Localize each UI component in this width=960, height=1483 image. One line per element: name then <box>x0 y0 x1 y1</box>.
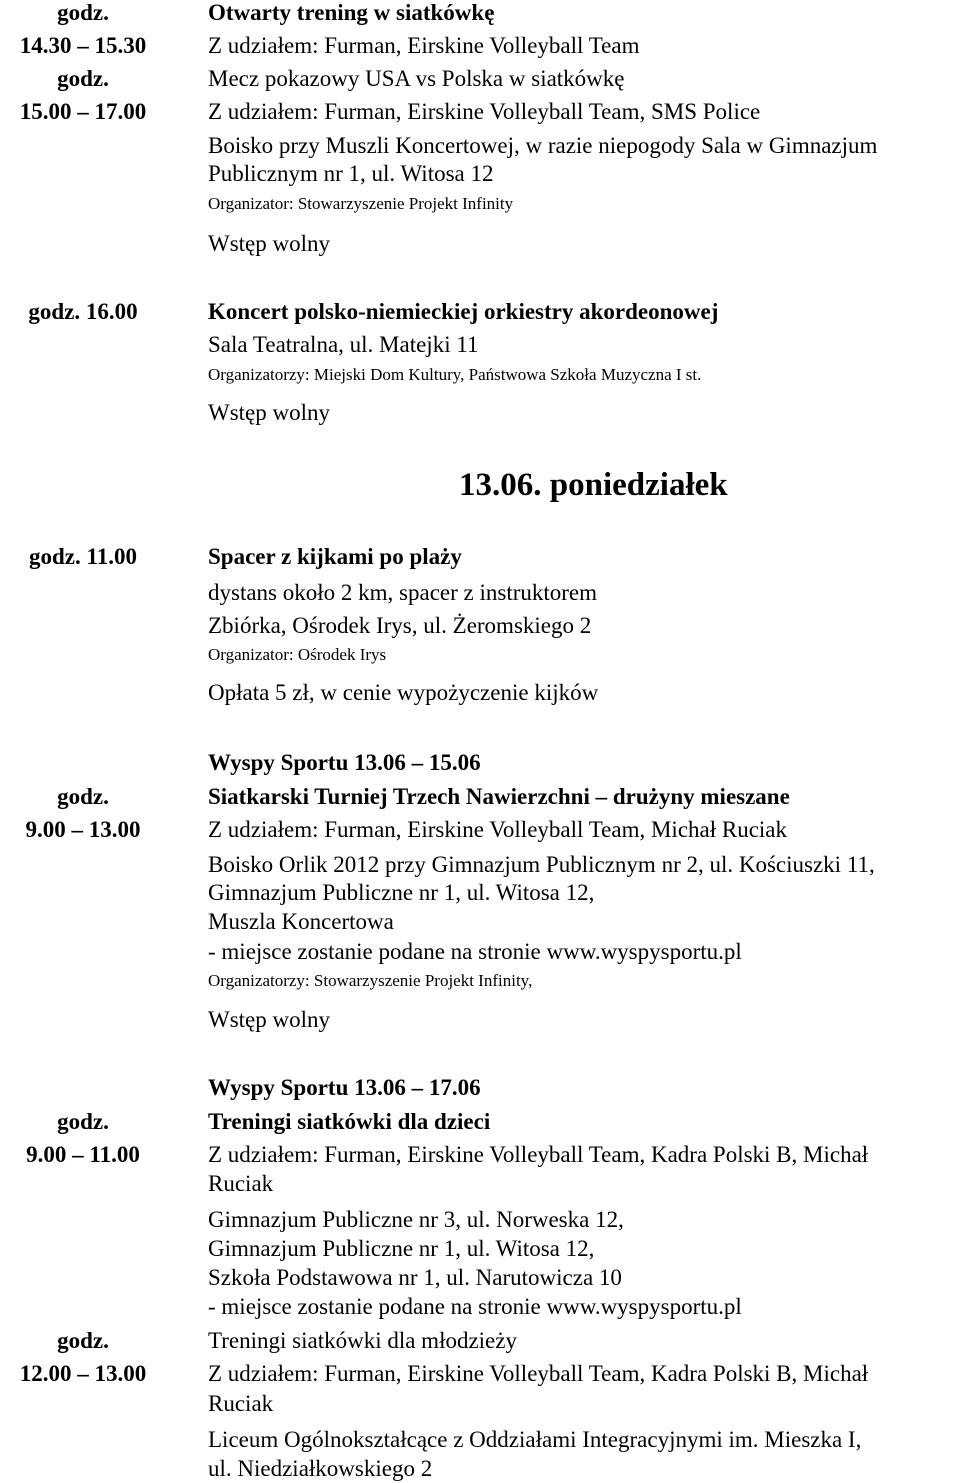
event-title: Treningi siatkówki dla dzieci <box>208 1109 491 1134</box>
event-location-note: - miejsce zostanie podane na stronie www.wyspysportu.pl <box>208 939 742 964</box>
event-location: Sala Teatralna, ul. Matejki 11 <box>208 332 479 357</box>
event-title: Koncert polsko-niemieckiej orkiestry akordeonowej <box>208 299 719 324</box>
event-description: dystans około 2 km, spacer z instruktorem <box>208 580 598 605</box>
event-participants: Ruciak <box>208 1391 274 1416</box>
event-participants: Z udziałem: Furman, Eirskine Volleyball Team, Michał Ruciak <box>208 817 788 842</box>
event-fee: Opłata 5 zł, w cenie wypożyczenie kijków <box>208 680 599 705</box>
event-title: Mecz pokazowy USA vs Polska w siatkówkę <box>208 66 625 91</box>
event-time-range: 12.00 – 13.00 <box>19 1361 147 1386</box>
event-participants: Z udziałem: Furman, Eirskine Volleyball Team, SMS Police <box>208 99 761 124</box>
event-time-label: godz. <box>57 0 109 25</box>
event-time-range: 9.00 – 13.00 <box>25 817 141 842</box>
event-time-range: 9.00 – 11.00 <box>26 1142 140 1167</box>
event-location: Publicznym nr 1, ul. Witosa 12 <box>208 161 494 186</box>
event-organizer: Organizatorzy: Miejski Dom Kultury, Państwowa Szkoła Muzyczna I st. <box>208 365 702 384</box>
event-title: Treningi siatkówki dla młodzieży <box>208 1328 517 1353</box>
day-heading: 13.06. poniedziałek <box>459 467 728 503</box>
event-organizer: Organizator: Stowarzyszenie Projekt Infinity <box>208 194 514 213</box>
event-time: godz. 16.00 <box>28 299 138 324</box>
event-location: Zbiórka, Ośrodek Irys, ul. Żeromskiego 2 <box>208 613 592 638</box>
event-fee: Wstęp wolny <box>208 231 331 256</box>
event-time-range: 14.30 – 15.30 <box>19 33 147 58</box>
event-fee: Wstęp wolny <box>208 400 331 425</box>
event-time-label: godz. <box>57 1109 109 1134</box>
event-location: Boisko przy Muszli Koncertowej, w razie niepogody Sala w Gimnazjum <box>208 133 878 158</box>
event-title: Otwarty trening w siatkówkę <box>208 0 495 25</box>
event-time-range: 15.00 – 17.00 <box>19 99 147 124</box>
event-participants: Ruciak <box>208 1171 274 1196</box>
event-title: Siatkarski Turniej Trzech Nawierzchni – drużyny mieszane <box>208 784 790 809</box>
event-organizer: Organizatorzy: Stowarzyszenie Projekt Infinity, <box>208 971 533 990</box>
event-organizer: Organizator: Ośrodek Irys <box>208 645 387 664</box>
event-location-note: - miejsce zostanie podane na stronie www.wyspysportu.pl <box>208 1294 742 1319</box>
event-location: Gimnazjum Publiczne nr 1, ul. Witosa 12, <box>208 1236 595 1261</box>
event-participants: Z udziałem: Furman, Eirskine Volleyball Team, Kadra Polski B, Michał <box>208 1361 869 1386</box>
event-series: Wyspy Sportu 13.06 – 17.06 <box>208 1075 481 1100</box>
event-time-label: godz. <box>57 66 109 91</box>
event-time-label: godz. <box>57 784 109 809</box>
event-time: godz. 11.00 <box>29 544 137 569</box>
event-participants: Z udziałem: Furman, Eirskine Volleyball Team <box>208 33 640 58</box>
event-location: ul. Niedziałkowskiego 2 <box>208 1456 433 1481</box>
event-time-label: godz. <box>57 1328 109 1353</box>
event-series: Wyspy Sportu 13.06 – 15.06 <box>208 750 481 775</box>
event-location: Boisko Orlik 2012 przy Gimnazjum Publicznym nr 2, ul. Kościuszki 11, <box>208 852 875 877</box>
event-location: Szkoła Podstawowa nr 1, ul. Narutowicza 10 <box>208 1265 622 1290</box>
event-participants: Z udziałem: Furman, Eirskine Volleyball Team, Kadra Polski B, Michał <box>208 1142 869 1167</box>
event-location: Liceum Ogólnokształcące z Oddziałami Integracyjnymi im. Mieszka I, <box>208 1427 862 1452</box>
event-fee: Wstęp wolny <box>208 1007 331 1032</box>
event-title: Spacer z kijkami po plaży <box>208 544 462 569</box>
event-location: Gimnazjum Publiczne nr 1, ul. Witosa 12, <box>208 880 595 905</box>
event-location: Gimnazjum Publiczne nr 3, ul. Norweska 12, <box>208 1207 624 1232</box>
event-location: Muszla Koncertowa <box>208 909 394 934</box>
